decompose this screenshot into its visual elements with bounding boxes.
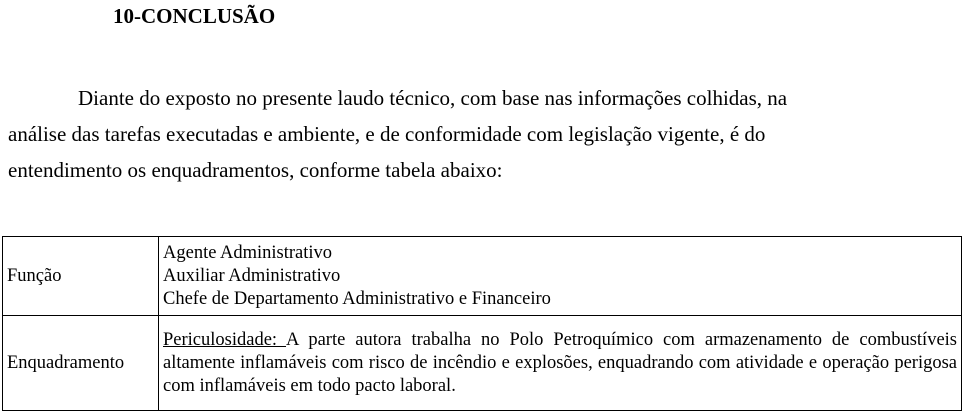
- paragraph-line: análise das tarefas executadas e ambiente, e de conformidade com legislação vigente, é do: [8, 122, 766, 146]
- job-title: Auxiliar Administrativo: [163, 265, 341, 286]
- row-label-funcao: Função: [3, 237, 159, 316]
- paragraph-line: entendimento os enquadramentos, conforme tabela abaixo:: [8, 158, 503, 182]
- table-row-enquadramento: [3, 316, 962, 411]
- row-value-funcao: [159, 237, 962, 316]
- conclusion-paragraph: [8, 80, 960, 188]
- table-row-funcao: [3, 237, 962, 316]
- job-title: Agente Administrativo: [163, 242, 333, 263]
- row-value-enquadramento: [159, 316, 962, 411]
- enquadramento-text: A parte autora trabalha no Polo Petroquímico com armazenamento de combustíveis altamente inflamáveis com risco de incêndio e explosões, enquadrando com atividade e operação perigosa com inflamáveis em todo pacto laboral.: [163, 329, 957, 396]
- job-title: Chefe de Departamento Administrativo e Financeiro: [163, 288, 551, 309]
- periculosidade-label: Periculosidade:: [163, 329, 287, 350]
- paragraph-line: Diante do exposto no presente laudo técnico, com base nas informações colhidas, na: [78, 86, 788, 110]
- row-label-enquadramento: Enquadramento: [3, 316, 159, 411]
- section-heading: 10-CONCLUSÃO: [113, 4, 276, 28]
- framework-table: [2, 236, 962, 411]
